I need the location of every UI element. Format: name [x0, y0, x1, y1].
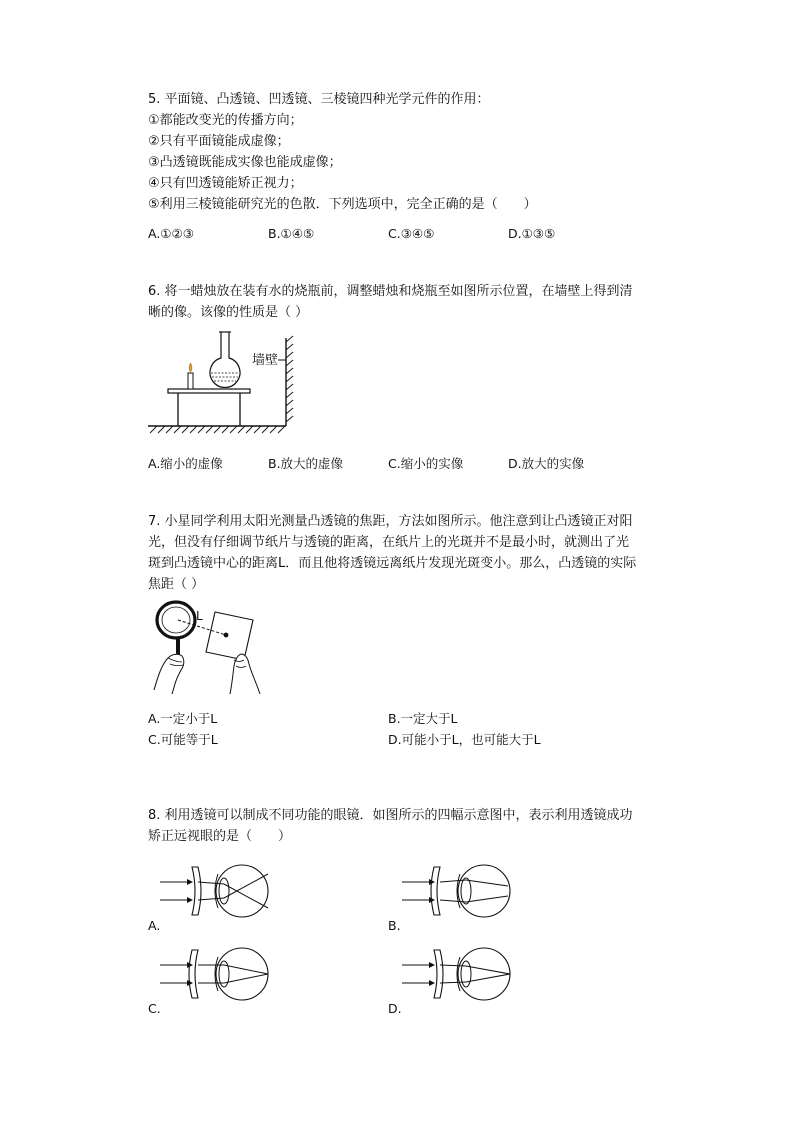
q8-label-c[interactable]: C.: [148, 1001, 161, 1016]
q5-option-c[interactable]: C.③④⑤: [388, 226, 435, 241]
q6-option-b[interactable]: B.放大的虚像: [268, 456, 344, 471]
q5-option-a[interactable]: A.①②③: [148, 226, 194, 241]
q5-item-2: ②只有平面镜能成虚像；: [148, 134, 290, 149]
q6-option-c[interactable]: C.缩小的实像: [388, 456, 464, 471]
q7-option-a[interactable]: A.一定小于L: [148, 711, 218, 726]
q7-stem-line-2: 光，但没有仔细调节纸片与透镜的距离，在纸片上的光斑并不是最小时，就测出了光: [148, 535, 630, 550]
q6-option-a[interactable]: A.缩小的虚像: [148, 456, 223, 471]
q8-label-b[interactable]: B.: [388, 918, 401, 933]
q5-item-4: ④只有凹透镜能矫正视力；: [148, 176, 303, 191]
q6-stem-line-2: 晰的像。该像的性质是（ ）: [148, 305, 309, 320]
q5-option-b[interactable]: B.①④⑤: [268, 226, 315, 241]
q8-eye-diagram-c[interactable]: [158, 945, 274, 1003]
q8-eye-diagram-a[interactable]: [158, 862, 274, 920]
q5-item-1: ①都能改变光的传播方向；: [148, 113, 303, 128]
q7-distance-label: L: [196, 609, 203, 623]
q8-eye-diagram-d[interactable]: [400, 945, 516, 1003]
q5-item-3: ③凸透镜既能成实像也能成虚像；: [148, 155, 342, 170]
q5-stem: 5. 平面镜、凸透镜、凹透镜、三棱镜四种光学元件的作用：: [148, 92, 490, 107]
q7-magnifier-figure: [148, 598, 266, 696]
q6-stem-line-1: 6. 将一蜡烛放在装有水的烧瓶前，调整蜡烛和烧瓶至如图所示位置，在墙壁上得到清: [148, 284, 633, 299]
q8-eye-diagram-b[interactable]: [400, 862, 516, 920]
q6-wall-label: 墙壁: [252, 353, 279, 368]
q7-option-c[interactable]: C.可能等于L: [148, 732, 218, 747]
q8-label-d[interactable]: D.: [388, 1001, 402, 1016]
q6-option-d[interactable]: D.放大的实像: [508, 456, 585, 471]
q7-stem-line-4: 焦距（ ）: [148, 577, 205, 592]
q6-candle-flask-figure: [146, 328, 306, 440]
q5-option-d[interactable]: D.①③⑤: [508, 226, 556, 241]
q7-option-d[interactable]: D.可能小于L，也可能大于L: [388, 732, 541, 747]
q8-stem-line-2: 矫正远视眼的是（ ）: [148, 829, 292, 844]
q8-label-a[interactable]: A.: [148, 918, 161, 933]
q8-stem-line-1: 8. 利用透镜可以制成不同功能的眼镜．如图所示的四幅示意图中，表示利用透镜成功: [148, 808, 633, 823]
q7-option-b[interactable]: B.一定大于L: [388, 711, 458, 726]
q5-item-5: ⑤利用三棱镜能研究光的色散．下列选项中，完全正确的是（ ）: [148, 197, 537, 212]
q7-stem-line-1: 7. 小星同学利用太阳光测量凸透镜的焦距，方法如图所示。他注意到让凸透镜正对阳: [148, 514, 633, 529]
q7-stem-line-3: 斑到凸透镜中心的距离L．而且他将透镜远离纸片发现光斑变小。那么，凸透镜的实际: [148, 556, 637, 571]
